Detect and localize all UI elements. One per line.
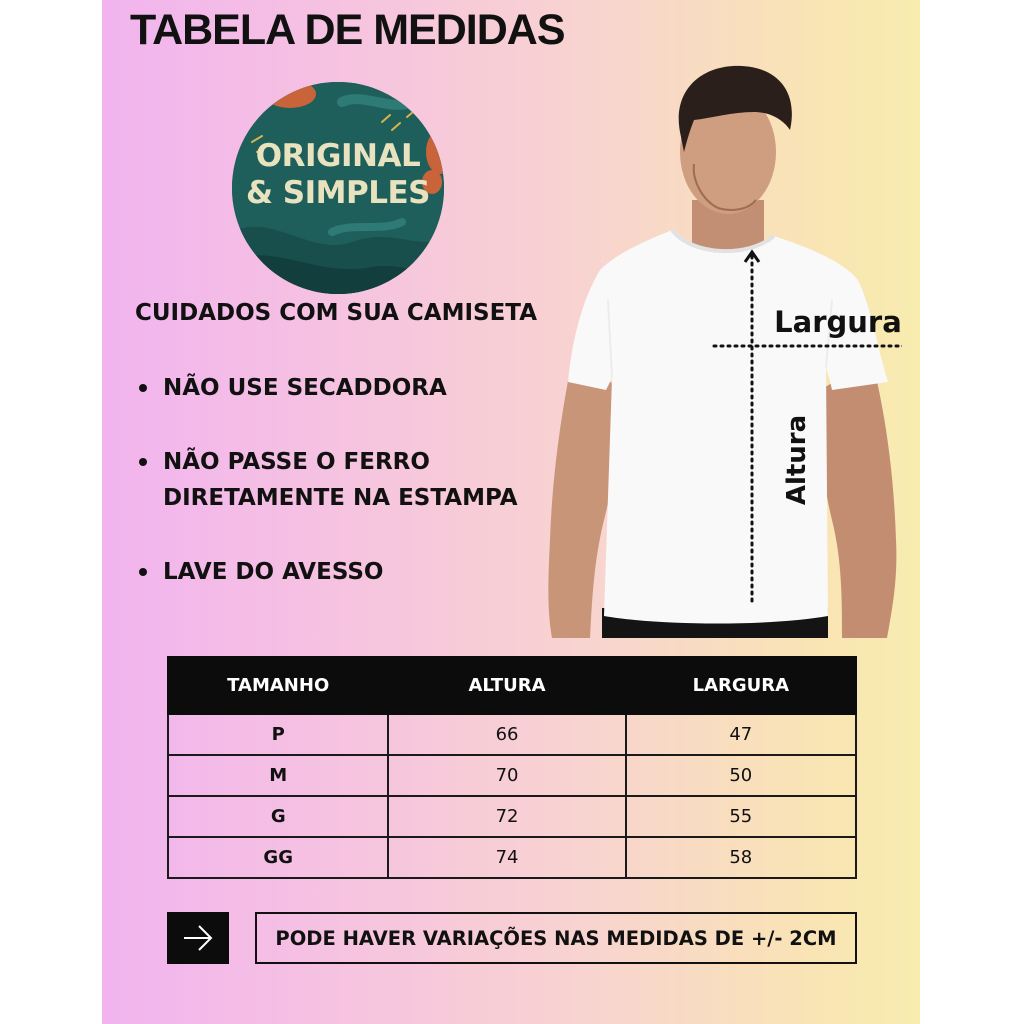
care-item-text: LAVE DO AVESSO (163, 559, 384, 585)
size-chart-poster (102, 0, 920, 1024)
header-altura: ALTURA (388, 657, 625, 714)
header-largura: LARGURA (626, 657, 856, 714)
table-header-row (168, 657, 856, 714)
care-item-text-line-1: NÃO PASSE O FERRO (163, 449, 430, 475)
care-item-text: NÃO USE SECADDORA (163, 375, 447, 401)
bullet-dot-icon (139, 384, 147, 392)
care-item (135, 554, 383, 590)
table-row (168, 796, 856, 837)
altura-cell: 74 (388, 837, 625, 878)
largura-cell: 55 (626, 796, 856, 837)
height-label: Altura (782, 414, 812, 506)
width-label: Largura (774, 305, 902, 339)
table-row (168, 837, 856, 878)
logo-line-2: & SIMPLES (245, 175, 430, 211)
bullet-dot-icon (139, 458, 147, 466)
page-title: TABELA DE MEDIDAS (130, 6, 565, 54)
care-item-text-line-2: DIRETAMENTE NA ESTAMPA (163, 485, 518, 511)
largura-cell: 50 (626, 755, 856, 796)
size-cell: G (168, 796, 388, 837)
table-row (168, 714, 856, 755)
care-item (135, 370, 447, 406)
logo-line-1: ORIGINAL (255, 138, 421, 174)
largura-cell: 47 (626, 714, 856, 755)
size-cell: P (168, 714, 388, 755)
size-cell: M (168, 755, 388, 796)
largura-cell: 58 (626, 837, 856, 878)
header-tamanho: TAMANHO (168, 657, 388, 714)
size-table-container (167, 656, 857, 879)
model-tshirt-illustration (542, 60, 902, 638)
arrow-right-icon-glyph (181, 923, 215, 953)
bullet-dot-icon (139, 568, 147, 576)
size-table (167, 656, 857, 879)
arrow-right-icon (167, 912, 229, 964)
altura-cell: 66 (388, 714, 625, 755)
care-item (135, 444, 518, 516)
logo-wordmark (232, 138, 444, 212)
care-heading: CUIDADOS COM SUA CAMISETA (135, 300, 537, 326)
altura-cell: 72 (388, 796, 625, 837)
size-cell: GG (168, 837, 388, 878)
altura-cell: 70 (388, 755, 625, 796)
brand-logo (232, 82, 444, 294)
measurement-variation-note: PODE HAVER VARIAÇÕES NAS MEDIDAS DE +/- 2CM (255, 912, 857, 964)
table-row (168, 755, 856, 796)
